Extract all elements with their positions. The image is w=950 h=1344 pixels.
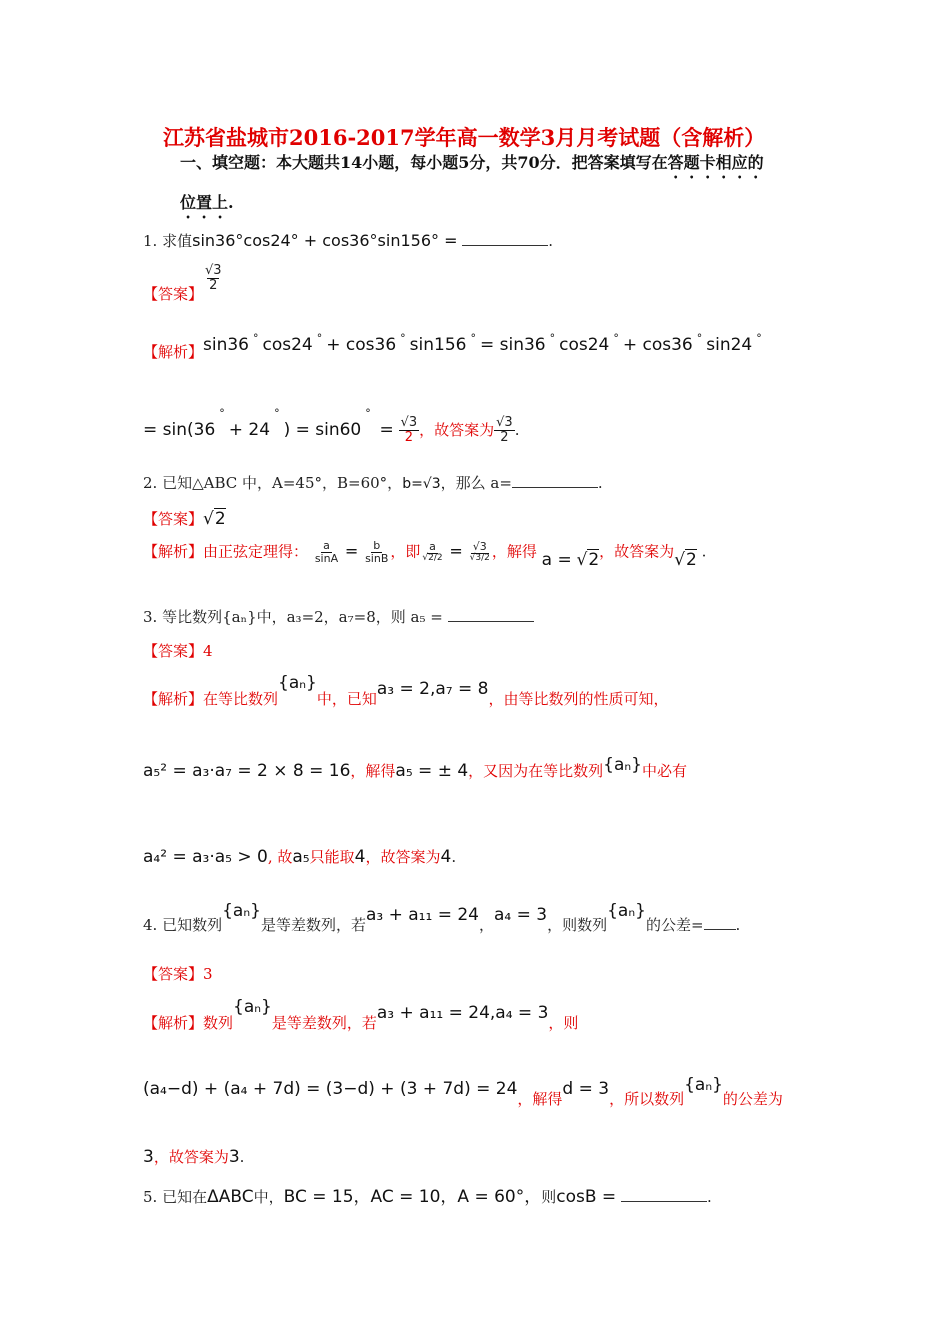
- answer-blank: [462, 231, 548, 246]
- sequence-symbol: {aₙ}: [603, 755, 642, 775]
- math: a₄² = a₃·a₅ > 0: [143, 847, 268, 867]
- fraction: [494, 416, 515, 446]
- answer-1: [143, 263, 224, 303]
- answer-sqrt: √2: [203, 509, 226, 529]
- fraction-denominator: 2: [500, 430, 509, 446]
- math: a₃ = 2,a₇ = 8: [376, 679, 489, 699]
- analysis-text: ，解得: [517, 1090, 563, 1108]
- sequence-symbol: {aₙ}: [684, 1075, 723, 1095]
- math: a₅: [292, 847, 310, 867]
- answer-label: 【答案】: [143, 642, 204, 660]
- fraction-numerator: √3: [205, 263, 222, 278]
- document-title: 江苏省盐城市2016-2017学年高一数学3月月考试题（含解析）: [163, 125, 766, 150]
- analysis-label: 【解析】: [143, 542, 204, 561]
- math: + cos36: [622, 335, 693, 355]
- analysis-1-line2: [143, 406, 520, 446]
- answer-3: [143, 640, 213, 661]
- math: 3: [143, 1147, 154, 1167]
- fraction-denominator: √2/2: [422, 553, 443, 564]
- answer-4: [143, 963, 213, 984]
- fraction: [420, 541, 444, 564]
- sequence-symbol: {aₙ}: [278, 673, 317, 693]
- question-text: 等比数列{aₙ}中，a₃=2，a₇=8，则 a₅ =: [162, 608, 443, 626]
- section-heading-prefix: 一、填空题：本大题共14小题，每小题5分，共70分．把答案填写在: [180, 153, 668, 172]
- math: sin156: [409, 335, 467, 355]
- question-text: ，那么 a=: [440, 474, 512, 492]
- analysis-text: 由正弦定理得：: [203, 542, 309, 561]
- analysis-text: ，由等比数列的性质可知，: [488, 690, 669, 708]
- question-3: [143, 606, 534, 627]
- answer-label: 【答案】: [143, 510, 204, 528]
- fraction: [468, 541, 492, 564]
- answer-blank: [621, 1187, 707, 1202]
- analysis-label: 【解析】: [143, 343, 204, 361]
- degree-sign: °: [696, 332, 703, 345]
- analysis-text: 中，已知: [316, 690, 377, 708]
- analysis-end: .: [451, 848, 457, 866]
- section-heading-emphasis-2: 位置上: [180, 193, 229, 212]
- math: sin36: [203, 335, 250, 355]
- math: ) = sin60: [283, 419, 362, 440]
- answer-blank: [448, 607, 534, 622]
- degree-sign: °: [274, 406, 280, 420]
- section-heading-emphasis-1: 答题卡相应的: [667, 153, 764, 172]
- math: a₅ = ± 4: [395, 761, 469, 781]
- question-expression: sin36°cos24° + cos36°sin156° =: [192, 231, 458, 250]
- analysis-3: [143, 672, 669, 708]
- math: a =: [541, 549, 572, 570]
- math: a₄ = 3: [493, 905, 548, 925]
- answer-label: 【答案】: [143, 965, 204, 983]
- fraction-numerator: √3: [496, 415, 513, 430]
- question-text: 已知数列: [162, 916, 223, 934]
- degree-sign: °: [756, 332, 762, 345]
- analysis-text: ，即: [390, 542, 421, 561]
- analysis-end: .: [239, 1148, 245, 1166]
- question-given: b=√3: [402, 476, 441, 492]
- section-heading: [180, 150, 764, 182]
- question-number: 5.: [143, 1188, 158, 1206]
- analysis-text: ，又因为在等比数列: [468, 762, 604, 780]
- fraction-numerator: √3: [400, 415, 418, 430]
- analysis-3-line2: [143, 755, 688, 781]
- analysis-text: ，则: [548, 1014, 579, 1032]
- analysis-end: .: [701, 542, 707, 561]
- fraction-denominator: sinA: [314, 552, 339, 566]
- question-number: 4.: [143, 916, 158, 934]
- analysis-label: 【解析】: [143, 1014, 204, 1032]
- question-text: 已知△ABC 中，A=45°，B=60°，: [162, 474, 403, 492]
- math: cosB =: [556, 1187, 617, 1207]
- analysis-4-line2: [143, 1075, 783, 1108]
- math: 4: [440, 847, 452, 867]
- analysis-text: ，故答案为: [153, 1148, 229, 1166]
- question-1: [143, 230, 553, 251]
- math: + 24: [228, 419, 271, 440]
- math: (a₄−d) + (a₄ + 7d) = (3−d) + (3 + 7d) = 24: [143, 1079, 518, 1099]
- sequence-symbol: {aₙ}: [233, 997, 272, 1017]
- fraction-denominator: √3/2: [469, 553, 490, 564]
- answer-fraction: [203, 264, 224, 294]
- math: =: [449, 541, 463, 561]
- fraction-denominator: 2: [209, 278, 218, 294]
- analysis-text: ，故答案为: [365, 848, 441, 866]
- question-end: .: [597, 474, 603, 492]
- math: cos24: [262, 335, 313, 355]
- analysis-text: ，所以数列: [609, 1090, 685, 1108]
- fraction: [313, 540, 340, 565]
- question-number: 3.: [143, 608, 158, 626]
- analysis-label: 【解析】: [143, 690, 204, 708]
- math: a₃ + a₁₁ = 24: [365, 905, 479, 925]
- question-text: 已知在: [162, 1188, 208, 1206]
- fraction-numerator: a: [323, 539, 330, 552]
- degree-sign: °: [253, 332, 259, 345]
- degree-sign: °: [400, 332, 406, 345]
- analysis-text: , 故: [267, 848, 293, 866]
- analysis-text: ，故答案为: [419, 420, 495, 439]
- question-end: .: [548, 232, 554, 250]
- answer-value: 4: [203, 642, 213, 660]
- math: d = 3: [562, 1079, 610, 1099]
- fraction-denominator: sinB: [365, 552, 389, 566]
- analysis-text: 是等差数列，若: [271, 1014, 377, 1032]
- math: a₅² = a₃·a₇ = 2 × 8 = 16: [143, 761, 351, 781]
- result-sqrt: √2: [576, 549, 600, 570]
- degree-sign: °: [470, 332, 476, 345]
- section-heading-end: .: [228, 193, 234, 212]
- answer-2: [143, 508, 226, 529]
- math: cos24: [559, 335, 610, 355]
- question-text: 则: [541, 1188, 557, 1206]
- analysis-text: 在等比数列: [203, 690, 279, 708]
- math: 3: [228, 1147, 240, 1167]
- analysis-end: .: [514, 420, 520, 439]
- radicand: 2: [588, 549, 600, 570]
- analysis-text: 数列: [203, 1014, 234, 1032]
- analysis-3-line3: [143, 846, 456, 867]
- question-prefix: 求值: [162, 232, 193, 250]
- analysis-text: 的公差为: [722, 1090, 783, 1108]
- question-5: [143, 1182, 712, 1207]
- math: 4: [354, 847, 366, 867]
- math: ΔABC: [207, 1187, 254, 1207]
- analysis-1: [143, 332, 766, 361]
- sequence-symbol: {aₙ}: [222, 901, 261, 921]
- question-text: ，: [478, 916, 494, 934]
- math: =: [344, 541, 359, 561]
- question-text: 是等差数列，若: [260, 916, 366, 934]
- analysis-text: ，解得: [350, 762, 396, 780]
- radicand: 2: [214, 509, 226, 529]
- sequence-symbol: {aₙ}: [607, 901, 646, 921]
- math: sin24: [706, 335, 753, 355]
- degree-sign: °: [365, 406, 371, 420]
- analysis-text: 中必有: [642, 762, 688, 780]
- degree-sign: °: [316, 332, 323, 345]
- radicand: 2: [686, 549, 697, 570]
- question-end: .: [706, 1188, 712, 1206]
- degree-sign: °: [549, 332, 556, 345]
- analysis-text: ，故答案为: [599, 542, 675, 561]
- degree-sign: °: [613, 332, 619, 345]
- answer-blank: [704, 915, 736, 930]
- question-text: 中，: [253, 1188, 284, 1206]
- question-text: 的公差=: [645, 916, 704, 934]
- answer-blank: [512, 473, 598, 488]
- fraction-numerator: √3: [472, 540, 487, 554]
- analysis-4: [143, 996, 579, 1032]
- section-heading-line2: [180, 190, 234, 222]
- math: BC = 15，AC = 10，A = 60°，: [283, 1187, 542, 1207]
- fraction-denominator: 2: [404, 430, 413, 446]
- answer-sqrt: √2: [674, 549, 697, 570]
- fraction: [399, 416, 420, 446]
- math: = sin36: [479, 335, 546, 355]
- analysis-text: 只能取: [309, 848, 355, 866]
- question-2: [143, 472, 603, 493]
- analysis-text: ，解得: [491, 542, 537, 561]
- question-4: [143, 900, 741, 934]
- analysis-2: [143, 539, 707, 570]
- math: = sin(36: [143, 419, 216, 440]
- answer-value: 3: [203, 965, 213, 983]
- degree-sign: °: [219, 406, 225, 420]
- fraction-numerator: b: [373, 539, 381, 552]
- question-end: .: [735, 916, 741, 934]
- question-number: 1.: [143, 232, 158, 250]
- analysis-4-line3: [143, 1146, 244, 1167]
- question-number: 2.: [143, 474, 158, 492]
- question-text: ，则数列: [547, 916, 608, 934]
- answer-label: 【答案】: [143, 284, 204, 303]
- math: =: [379, 419, 394, 440]
- fraction-numerator: a: [429, 540, 436, 554]
- fraction: [363, 540, 390, 565]
- math: + cos36: [326, 335, 397, 355]
- math: a₃ + a₁₁ = 24,a₄ = 3: [376, 1003, 549, 1023]
